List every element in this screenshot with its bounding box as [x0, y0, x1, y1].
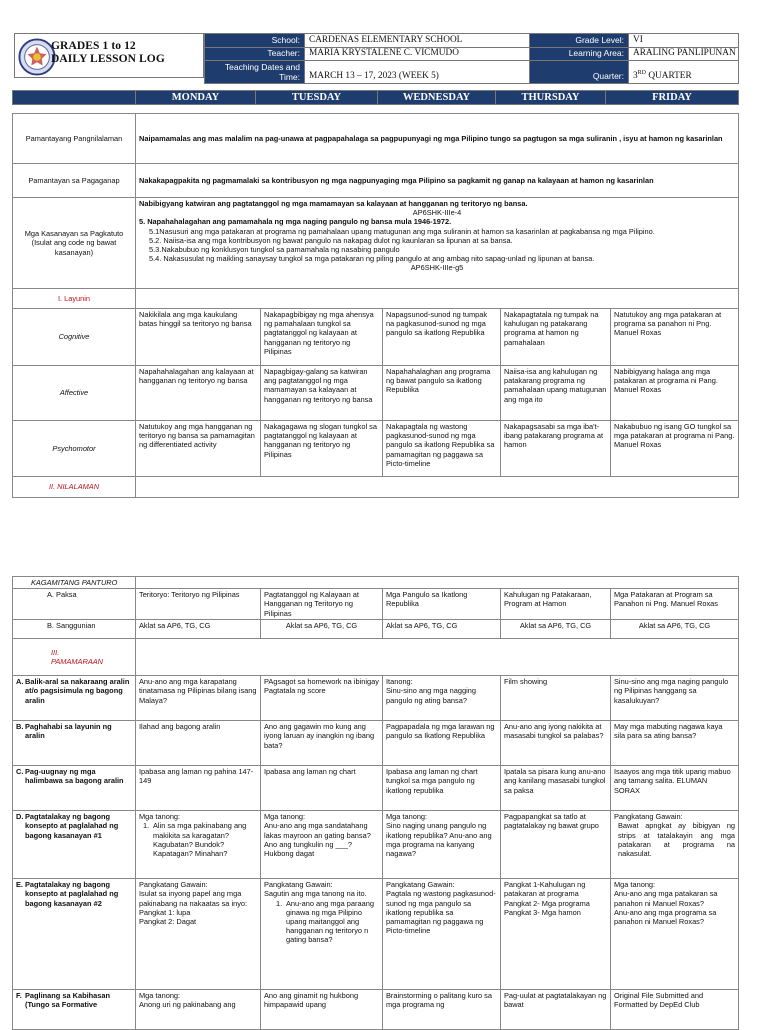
step-e-tuesday-num: 1. — [276, 898, 283, 908]
competency-code-1: AP6SHK-IIIe-4 — [412, 208, 462, 218]
step-a-wednesday — [383, 676, 501, 721]
paksa-label: A. Paksa — [13, 589, 136, 620]
step-a-monday: Anu-ano ang mga karapatang tinatamasa ng Pilipinas bilang isang Malaya? — [136, 676, 261, 721]
step-d-wednesday-head: Mga tanong: — [386, 812, 428, 822]
layunin-label: I. Layunin — [13, 289, 136, 309]
step-e-friday-head: Mga tanong: — [614, 880, 656, 890]
step-e-monday-2: Pangkat 1: lupa — [139, 907, 191, 917]
step-d-monday-num: 1. — [143, 821, 150, 831]
cognitive-thursday: Nakapagtatala ng tumpak na kahulugan ng patakarang programa at hamon ng pamahalaan — [501, 309, 611, 366]
step-e-thursday-1: Pangkat 1-Kahulugan ng patakaran at programa — [504, 880, 586, 899]
layunin-blank — [136, 289, 739, 309]
step-e-tuesday-1: Sagutin ang mga tanong na ito. — [264, 889, 367, 899]
area-value: ARALING PANLIPUNAN — [629, 47, 739, 61]
psychomotor-wednesday: Nakapagtala ng wastong pagkasunod-sunod ng mga pangulo sa ikatlong Republika sa pamamagitan ng paggawa sa Picto-timeline — [383, 421, 501, 477]
paksa-wednesday: Mga Pangulo sa Ikatlong Republika — [383, 589, 501, 620]
step-c-wednesday: Ipabasa ang laman ng chart tungkol sa mga pangulo ng ikatlong republika — [383, 766, 501, 811]
sanggunian-monday: Aklat sa AP6, TG, CG — [136, 620, 261, 639]
day-wednesday: WEDNESDAY — [378, 91, 496, 105]
step-e-thursday — [501, 879, 611, 990]
step-d-tuesday-3: Hukbong dagat — [264, 849, 315, 859]
step-f-tuesday: Ano ang ginamit ng hukbong himpapawid upang — [261, 990, 383, 1030]
dates-label-2: Time: — [279, 72, 300, 82]
step-f-friday-2: Formatted by DepEd Club — [614, 1000, 700, 1010]
nilalaman-blank — [136, 477, 739, 498]
brand-line-1: GRADES 1 to 12 — [51, 40, 136, 52]
day-header — [12, 90, 739, 105]
pamamaraan-label — [13, 639, 136, 676]
dates-label — [205, 61, 305, 84]
step-c-label — [13, 766, 136, 811]
step-d-monday — [136, 811, 261, 879]
dates-label-1: Teaching Dates and — [224, 62, 300, 72]
affective-wednesday: Napahahalaghan ang programa ng bawat pangulo sa ikatlong Republika — [383, 366, 501, 421]
competency-code-2: AP6SHK-IIIe-g5 — [410, 263, 464, 273]
step-a-wednesday-1: Itanong: — [386, 677, 413, 687]
competency-sub-1: 5.1Nasusuri ang mga patakaran at programa ng pamahalaan upang matugunan ang mga suliranin at hamon sa kasarinlan at pagkabansa ng mga Pilipino. — [149, 226, 655, 236]
step-e-letter: E. — [16, 880, 23, 890]
paksa-tuesday: Pagtatanggol ng Kalayaan at Hangganan ng Teritoryo ng Pilipinas — [261, 589, 383, 620]
step-e-thursday-2: Pangkat 2- Mga programa — [504, 898, 590, 908]
competency-sub-3: 5.3.Nakabubuo ng konklusyon tungkol sa pamamahala ng nasabing pangulo — [149, 245, 400, 255]
pamamaraan-label-1: III. — [51, 648, 60, 657]
step-a-letter: A. — [16, 677, 24, 687]
step-e-friday-1: Anu-ano ang mga patakaran sa panahon ni Manuel Roxas? — [614, 889, 718, 908]
day-thursday: THURSDAY — [496, 91, 606, 105]
step-d-text: Pagtatalakay ng bagong konsepto at paglalahad ng bagong kasanayan #1 — [25, 812, 119, 840]
step-f-thursday: Pag-uulat at pagtatalakayan ng bawat — [501, 990, 611, 1030]
step-a-text: Balik-aral sa nakaraang aralin at/o pagsisimula ng bagong aralin — [25, 677, 130, 705]
step-e-monday — [136, 879, 261, 990]
step-a-thursday: Film showing — [501, 676, 611, 721]
cognitive-tuesday: Nakapagbibigay ng mga ahensya ng pamahalaan tungkol sa pagtatanggol ng kalayaan at hangganan ng teritoryo ng Pilipinas — [261, 309, 383, 366]
step-b-thursday: Anu-ano ang iyong nakikita at masasabi tungkol sa palabas? — [501, 721, 611, 766]
competency-label: Mga Kasanayan sa Pagkatuto (Isulat ang code ng bawat kasanayan) — [13, 198, 136, 289]
pamamaraan-blank — [136, 639, 739, 676]
step-c-thursday: Ipatala sa pisara kung anu-ano ang kanilang masasabi tungkol sa paksa — [501, 766, 611, 811]
step-d-monday-head: Mga tanong: — [139, 812, 181, 822]
quarter-num: 3 — [633, 71, 638, 81]
area-label: Learning Area: — [530, 47, 629, 61]
day-friday: FRIDAY — [606, 91, 739, 105]
sanggunian-thursday: Aklat sa AP6, TG, CG — [501, 620, 611, 639]
psychomotor-friday: Nakabubuo ng isang GO tungkol sa mga patakaran at programa ni Pang. Manuel Roxas — [611, 421, 739, 477]
school-value: CARDENAS ELEMENTARY SCHOOL — [305, 34, 530, 48]
competency-text — [136, 198, 739, 289]
affective-monday: Napahahalagahan ang kalayaan at hangganan ng teritoryo ng bansa — [136, 366, 261, 421]
dates-value: MARCH 13 – 17, 2023 (WEEK 5) — [305, 61, 530, 84]
step-b-monday: Ilahad ang bagong aralin — [136, 721, 261, 766]
quarter-value — [629, 61, 739, 84]
school-label: School: — [205, 34, 305, 48]
step-f-friday-1: Original File Submitted and — [614, 991, 704, 1001]
step-a-tuesday — [261, 676, 383, 721]
day-header-blank — [13, 91, 136, 105]
step-e-friday — [611, 879, 739, 990]
step-d-friday-head: Pangkatang Gawain: — [614, 812, 683, 822]
step-e-monday-1: Isulat sa inyong papel ang mga pakinabang na nakaatas sa inyo: — [139, 889, 248, 908]
step-c-monday: Ipabasa ang laman ng pahina 147-149 — [136, 766, 261, 811]
psychomotor-tuesday: Nakagagawa ng slogan tungkol sa pagtatanggol ng kalayaan at hangganan ng teritoryo ng Pilipinas — [261, 421, 383, 477]
step-d-wednesday — [383, 811, 501, 879]
psychomotor-thursday: Nakapagsasabi sa mga iba't-ibang patakarang programa at hamon — [501, 421, 611, 477]
day-monday: MONDAY — [136, 91, 256, 105]
psychomotor-monday: Natutukoy ang mga hangganan ng teritoryo ng bansa sa pamamagitan ng differentiated activity — [136, 421, 261, 477]
objectives-table — [12, 113, 739, 498]
step-b-wednesday: Pagpapadala ng mga larawan ng pangulo sa Ikatlong Republika — [383, 721, 501, 766]
step-b-letter: B. — [16, 722, 24, 732]
logo-box — [14, 33, 204, 78]
brand-line-2: DAILY LESSON LOG — [51, 53, 165, 65]
grade-value: VI — [629, 34, 739, 48]
step-d-tuesday-head: Mga tanong: — [264, 812, 306, 822]
competency-line-2: 5. Napahahalagahan ang pamamahala ng mga naging pangulo ng bansa mula 1946-1972. — [139, 217, 452, 227]
step-d-label — [13, 811, 136, 879]
step-c-letter: C. — [16, 767, 24, 777]
step-d-tuesday-1: Anu-ano ang mga sandatahang lakas mayroon an gating bansa? — [264, 821, 371, 840]
sanggunian-tuesday: Aklat sa AP6, TG, CG — [261, 620, 383, 639]
cognitive-monday: Nakikilala ang mga kaukulang batas hinggil sa teritoryo ng bansa — [136, 309, 261, 366]
step-e-monday-3: Pangkat 2: Dagat — [139, 917, 197, 927]
step-f-monday-1: Anong uri ng pakinabang ang — [139, 1000, 236, 1010]
competency-sub-2: 5.2. Naiisa-isa ang mga kontribusyon ng bawat pangulo na nakapag dulot ng kaunlaran sa lipunan at sa bansa. — [149, 235, 513, 245]
step-e-wednesday-1: Pagtala ng wastong pagkasunod-sunod ng mga pangulo sa ikatlong republika sa pamamagitan ng paggawa ng Picto-timeline — [386, 889, 496, 936]
step-a-wednesday-2: Sinu-sino ang mga nagging pangulo ng ating bansa? — [386, 686, 476, 705]
step-b-friday: May mga mabuting nagawa kaya sila para sa ating bansa? — [611, 721, 739, 766]
affective-label: Affective — [13, 366, 136, 421]
step-d-letter: D. — [16, 812, 24, 822]
step-d-thursday: Pagpapangkat sa tatlo at pagtatalakay ng bawat grupo — [501, 811, 611, 879]
kagamitan-label: KAGAMITANG PANTURO — [13, 577, 136, 589]
sanggunian-wednesday: Aklat sa AP6, TG, CG — [383, 620, 501, 639]
paksa-monday: Teritoryo: Teritoryo ng Pilipinas — [136, 589, 261, 620]
step-d-tuesday — [261, 811, 383, 879]
quarter-word: QUARTER — [648, 71, 692, 81]
day-tuesday: TUESDAY — [256, 91, 378, 105]
step-d-friday — [611, 811, 739, 879]
step-c-tuesday: Ipabasa ang laman ng chart — [261, 766, 383, 811]
pamamaraan-label-2: PAMAMARAAN — [51, 657, 104, 667]
step-a-label — [13, 676, 136, 721]
step-e-friday-2: Anu-ano ang mga programa sa panahon ni Manuel Roxas? — [614, 907, 717, 927]
step-a-tuesday-2: Pagtatala ng score — [264, 686, 326, 696]
step-f-wednesday: Brainstorming o palitang kuro sa mga programa ng — [383, 990, 501, 1030]
cognitive-label: Cognitive — [13, 309, 136, 366]
brand-title — [51, 40, 165, 66]
performance-standard-text: Nakakapagpakita ng pagmamalaki sa kontribusyon ng mga nagpunyaging mga Pilipino sa pagkamit ng ganap na kalayaan at hamon ng kasarinlan — [136, 164, 739, 198]
step-a-friday: Sinu-sino ang mga naging pangulo ng Pilipinas hanggang sa kasalukuyan? — [611, 676, 739, 721]
affective-tuesday: Napagbigay-galang sa katwiran ang pagtatanggol ng mga mamamayan sa kalayaan at hangganan ng teritoryo ng bansa — [261, 366, 383, 421]
step-e-thursday-3: Pangkat 3- Mga hamon — [504, 907, 581, 917]
cognitive-friday: Natutukoy ang mga patakaran at programa sa panahon ni Png. Manuel Roxas — [611, 309, 739, 366]
performance-standard-label: Pamantayan sa Pagaganap — [13, 164, 136, 198]
step-d-tuesday-2: Ano ang tungkulin ng ___? — [264, 839, 352, 849]
affective-friday: Nabibigyang halaga ang mga patakaran at programa ni Pang. Manuel Roxas — [611, 366, 739, 421]
competency-sub-4: 5.4. Nakasusulat ng maikling sanaysay tungkol sa mga patakaran ng piling pangulo at ang ambag nito sapag-unlad ng lipunan at bansa. — [149, 254, 595, 264]
step-e-text: Pagtatalakay ng bagong konsepto at paglalahad ng bagong kasanayan #2 — [25, 880, 119, 908]
paksa-thursday: Kahulugan ng Patakaraan, Program at Hamon — [501, 589, 611, 620]
info-table — [204, 33, 739, 84]
step-c-text: Pag-uugnay ng mga halimbawa sa bagong aralin — [25, 767, 124, 786]
step-e-tuesday — [261, 879, 383, 990]
sanggunian-label: B. Sanggunian — [13, 620, 136, 639]
step-e-label — [13, 879, 136, 990]
step-b-label — [13, 721, 136, 766]
step-f-letter: F. — [16, 991, 22, 1001]
step-e-wednesday-head: Pangkatang Gawain: — [386, 880, 455, 890]
cognitive-wednesday: Napagsunod-sunod ng tumpak na pagkasunod-sunod ng mga pangulo sa ikatlong Republika — [383, 309, 501, 366]
step-f-text: Paglinang sa Kabihasan (Tungo sa Formative — [25, 991, 111, 1010]
nilalaman-label: II. NILALAMAN — [13, 477, 136, 498]
quarter-label: Quarter: — [530, 61, 629, 84]
quarter-sup: RD — [637, 69, 646, 76]
content-standard-label: Pamantayang Pangnilalaman — [13, 114, 136, 164]
teacher-value: MARIA KRYSTALENE C. VICMUDO — [305, 47, 530, 61]
sanggunian-friday: Aklat sa AP6, TG, CG — [611, 620, 739, 639]
psychomotor-label: Psychomotor — [13, 421, 136, 477]
step-b-text: Paghahabi sa layunin ng aralin — [25, 722, 112, 741]
step-e-monday-head: Pangkatang Gawain: — [139, 880, 208, 890]
competency-line-1: Nabibigyang katwiran ang pagtatanggol ng mga mamamayan sa kalayaan at hangganan ng teritoryo ng bansa. — [139, 199, 528, 208]
step-d-wednesday-1: Sino naging unang pangulo ng ikatlong republika? Anu-ano ang mga programa na kanyang nagawa? — [386, 821, 492, 859]
step-e-wednesday — [383, 879, 501, 990]
affective-thursday: Naiisa-isa ang kahulugan ng patakarang programa ng pamahalaan upang matugunan ang mga ito — [501, 366, 611, 421]
procedure-table — [12, 576, 739, 1030]
teacher-label: Teacher: — [205, 47, 305, 61]
step-e-tuesday-2: Anu-ano ang mga paraang ginawa ng mga Pilipino upang maitanggol ang hangganan ng teritoryo n gating bansa? — [286, 898, 374, 945]
step-b-tuesday: Ano ang gagawin mo kung ang iyong laruan ay inangkin ng ibang bata? — [261, 721, 383, 766]
content-standard-text: Naipamamalas ang mas malalim na pag-unawa at pagpapahalaga sa pagpupunyagi ng mga Pilipino tungo sa pagtugon sa mga suliranin , isyu at hamon ng kasarinlan — [136, 114, 739, 164]
step-c-friday: Isaayos ang mga titik upang mabuo ang tamang salita. ELUMAN SORAX — [611, 766, 739, 811]
kagamitan-blank — [136, 577, 739, 589]
step-a-tuesday-1: PAgsagot sa homework na ibinigay — [264, 677, 379, 687]
step-d-monday-1: Alin sa mga pakinabang ang makikita sa karagatan? Kagubatan? Bundok? Kapatagan? Minahan? — [153, 821, 247, 859]
paksa-friday: Mga Patakaran at Program sa Panahon ni Png. Manuel Roxas — [611, 589, 739, 620]
step-e-tuesday-head: Pangkatang Gawain: — [264, 880, 333, 890]
step-d-friday-1: Bawat apngkat ay bibigyan ng strips at tatalakayin ang mga patakaran at programa na nakasulat. — [618, 821, 736, 859]
step-f-monday-head: Mga tanong: — [139, 991, 181, 1001]
grade-label: Grade Level: — [530, 34, 629, 48]
